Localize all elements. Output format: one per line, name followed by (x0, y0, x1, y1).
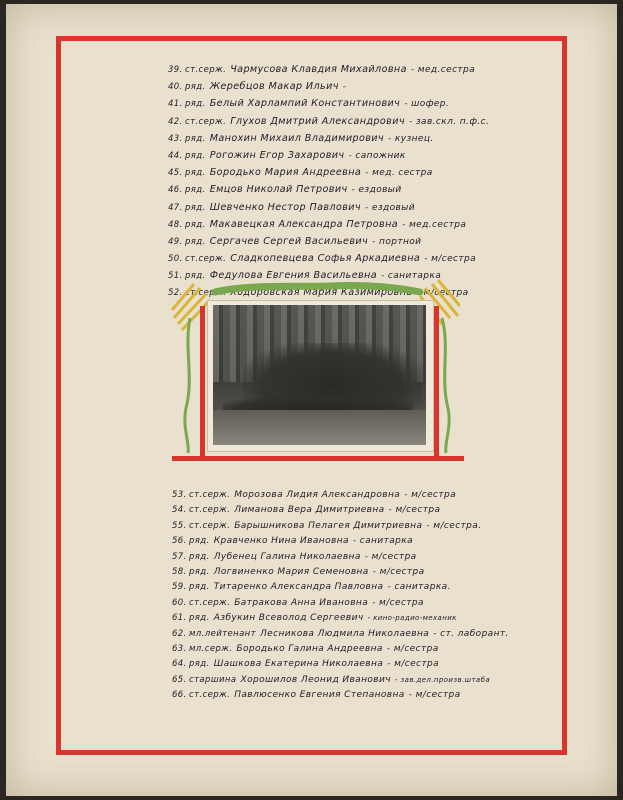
person-name: Глухов Дмитрий Александрович (230, 115, 405, 127)
entry-number: 41. (168, 99, 183, 110)
role-label: - м/сестра (372, 566, 425, 577)
rank-label: ст.серж. (189, 490, 231, 500)
frame-right-border (562, 36, 567, 755)
rank-label: ряд. (189, 582, 210, 593)
entry-number: 54. (172, 505, 187, 516)
role-label: - м/сестра (364, 551, 417, 562)
personnel-list-top (168, 64, 489, 305)
person-name: Сладкопевцева Софья Аркадиевна (230, 253, 421, 265)
frame-top-border (56, 36, 566, 41)
person-name: Барышникова Пелагея Димитриевна (234, 520, 423, 531)
entry-number: 59. (172, 582, 187, 593)
photo-ground (213, 410, 426, 445)
person-name: Жеребцов Макар Ильич (209, 81, 339, 93)
rank-label: ряд. (185, 185, 206, 196)
person-name: Павлюсенко Евгения Степановна (234, 690, 405, 701)
rank-label: мл.лейтенант (189, 628, 256, 639)
list-item (168, 167, 489, 184)
rank-label: ряд. (189, 536, 210, 547)
rank-label: мл.серж. (189, 643, 233, 654)
list-item (172, 505, 509, 520)
entry-number: 61. (172, 613, 187, 624)
rank-label: ст.серж. (189, 690, 231, 701)
role-label: - м/сестра (388, 505, 441, 516)
role-label: - шофер. (404, 99, 450, 110)
role-label: - м/сестра (386, 643, 439, 654)
person-name: Чармусова Клавдия Михайловна (230, 64, 407, 75)
person-name: Лубенец Галина Николаевна (213, 551, 361, 562)
list-item (172, 644, 509, 659)
entry-number: 66. (172, 690, 187, 701)
person-name: Емцов Николай Петрович (209, 184, 348, 196)
list-item (172, 567, 509, 582)
list-item (172, 598, 509, 613)
role-label: - кузнец. (387, 133, 434, 144)
list-item (172, 675, 509, 690)
entry-number: 40. (168, 82, 183, 93)
person-name: Федулова Евгения Васильевна (209, 270, 378, 282)
list-item (168, 150, 489, 167)
list-item (172, 613, 509, 628)
role-label: - ездовый (364, 202, 416, 213)
entry-number: 51. (168, 271, 183, 282)
entry-number: 47. (168, 202, 183, 213)
role-label: - зав.дел.произв.штаба (394, 675, 491, 684)
list-item (168, 253, 489, 270)
rank-label: ряд. (185, 168, 206, 179)
entry-number: 58. (172, 566, 187, 577)
role-label: - м/сестра (416, 288, 469, 299)
list-item (172, 690, 509, 705)
frame-left-border (56, 36, 61, 755)
person-name: Рогожин Егор Захарович (209, 149, 345, 161)
rank-label: ряд. (185, 99, 206, 110)
list-item (168, 81, 489, 98)
frame-bottom-border (56, 750, 566, 755)
rank-label: ряд. (185, 82, 206, 93)
role-label: - портной (372, 236, 422, 247)
entry-number: 60. (172, 597, 187, 608)
role-label: - м/сестра (387, 659, 440, 670)
rank-label: ряд. (185, 150, 206, 161)
entry-number: 64. (172, 659, 187, 670)
person-name: Сергачев Сергей Васильевич (209, 235, 369, 247)
role-label: - сапожник (348, 150, 406, 161)
role-label: - мед. сестра (365, 168, 433, 179)
person-name: Лесникова Людмила Николаевна (260, 628, 430, 639)
role-label: - ездовый (351, 185, 402, 196)
person-name: Манохин Михаил Владимирович (209, 132, 384, 144)
rank-label: ст.серж. (189, 505, 231, 516)
entry-number: 46. (168, 185, 183, 196)
list-item (172, 659, 509, 674)
person-name: Азбукин Всеволод Сергеевич (213, 613, 364, 624)
role-label: - м/сестра (408, 690, 461, 701)
role-label: - м/сестра. (426, 520, 482, 531)
list-item (168, 116, 489, 133)
list-item (168, 184, 489, 201)
entry-number: 53. (172, 490, 187, 500)
rank-label: ряд. (189, 613, 210, 624)
person-name: Хорошилов Леонид Иванович (240, 674, 391, 685)
role-label: - санитарка (381, 271, 442, 282)
red-bar-right (434, 306, 439, 456)
entry-number: 65. (172, 674, 187, 685)
green-left-wave (185, 318, 190, 453)
list-item (172, 629, 509, 644)
rank-label: ст.серж. (185, 288, 227, 299)
entry-number: 48. (168, 219, 183, 230)
rank-label: ст.серж. (189, 597, 231, 608)
person-name: Шевченко Нестор Павлович (209, 201, 361, 213)
list-item (168, 98, 489, 115)
entry-number: 63. (172, 643, 187, 654)
entry-number: 44. (168, 150, 183, 161)
list-item (172, 552, 509, 567)
entry-number: 43. (168, 133, 183, 144)
entry-number: 42. (168, 116, 183, 127)
list-item (172, 521, 509, 536)
person-name: Логвиненко Мария Семеновна (213, 566, 369, 577)
rank-label: ряд. (189, 566, 210, 577)
role-label: - (342, 82, 347, 93)
person-name: Бородько Галина Андреевна (236, 643, 383, 654)
rank-label: ст.серж. (185, 116, 227, 127)
role-label: - м/сестра (372, 597, 424, 608)
rank-label: старшина (189, 674, 237, 685)
entry-number: 56. (172, 536, 187, 547)
entry-number: 39. (168, 65, 183, 75)
person-name: Лиманова Вера Димитриевна (234, 505, 385, 516)
list-item (172, 536, 509, 551)
entry-number: 45. (168, 168, 183, 179)
list-item (168, 236, 489, 253)
list-item (168, 133, 489, 150)
rank-label: ряд. (185, 219, 206, 230)
list-item (172, 582, 509, 597)
person-name: Кравченко Нина Ивановна (213, 536, 349, 547)
rank-label: ст.серж. (185, 254, 227, 265)
group-photo-icon (213, 305, 426, 445)
role-label: - ст. лаборант. (433, 628, 509, 639)
role-label: - кино-радио-механик (367, 614, 457, 623)
red-bar-left (200, 306, 205, 456)
personnel-list-bottom (172, 490, 509, 705)
person-name: Шашкова Екатерина Николаевна (213, 659, 384, 670)
person-name: Бородько Мария Андреевна (209, 167, 362, 179)
person-name: Титаренко Александра Павловна (213, 582, 384, 593)
entry-number: 49. (168, 236, 183, 247)
role-label: - зав.скл. п.ф.с. (408, 116, 490, 127)
person-name: Морозова Лидия Александровна (234, 490, 401, 500)
role-label: - м/сестра (424, 254, 477, 265)
list-item (168, 219, 489, 236)
entry-number: 57. (172, 551, 187, 562)
rank-label: ст.серж. (189, 520, 231, 531)
list-item (172, 490, 509, 505)
role-label: - санитарка. (387, 582, 451, 593)
entry-number: 50. (168, 254, 183, 265)
person-name: Ходоровская Мария Казимировна (230, 287, 413, 299)
person-name: Батракова Анна Ивановна (234, 597, 369, 608)
rank-label: ряд. (185, 271, 206, 282)
entry-number: 62. (172, 628, 187, 639)
person-name: Белый Харлампий Константинович (209, 98, 401, 110)
green-right-wave (442, 318, 449, 453)
role-label: - м/сестра (404, 490, 457, 500)
entry-number: 52. (168, 288, 183, 299)
green-arc-stroke (215, 285, 420, 292)
rank-label: ряд. (185, 236, 206, 247)
rank-label: ряд. (189, 551, 210, 562)
rank-label: ст.серж. (185, 65, 227, 75)
list-item (168, 202, 489, 219)
role-label: - мед.сестра (410, 65, 476, 75)
rank-label: ряд. (189, 659, 210, 670)
rank-label: ряд. (185, 202, 206, 213)
list-item (168, 64, 489, 81)
person-name: Макавецкая Александра Петровна (209, 218, 399, 230)
role-label: - санитарка (352, 536, 414, 547)
rank-label: ряд. (185, 133, 206, 144)
role-label: - мед.сестра (402, 219, 467, 230)
entry-number: 55. (172, 520, 187, 531)
red-bar-bottom (172, 456, 464, 461)
